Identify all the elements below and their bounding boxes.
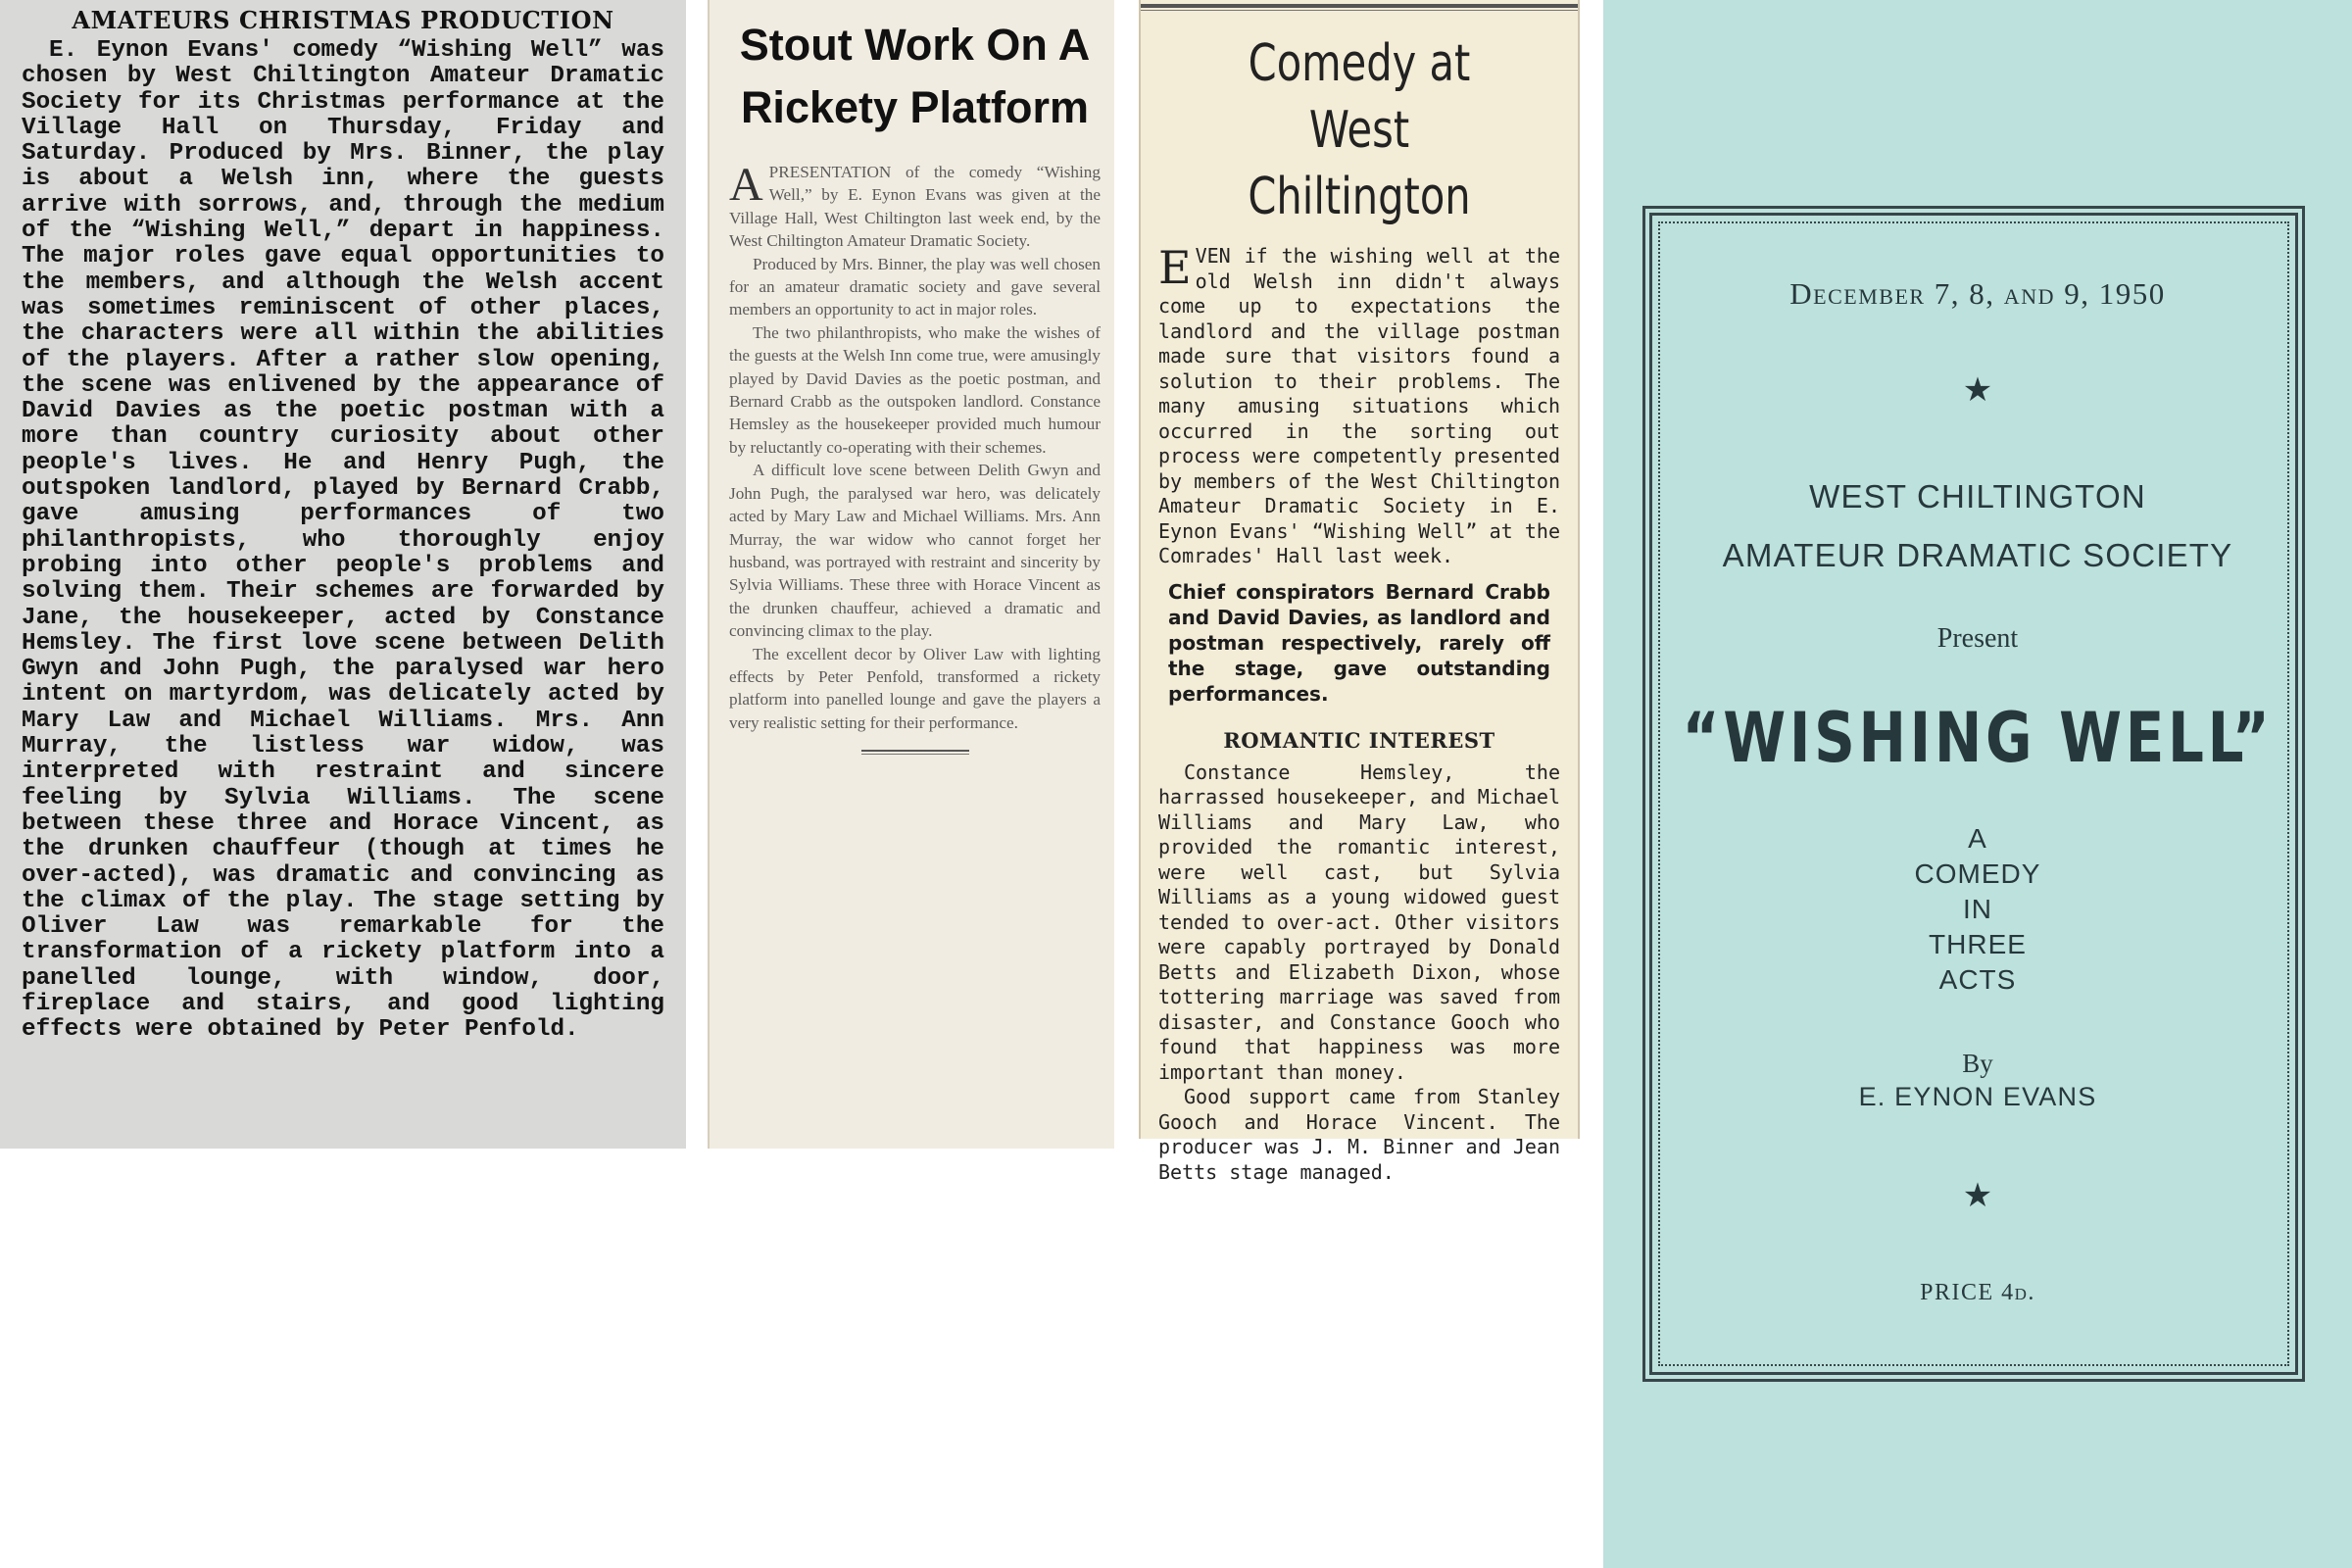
clipping-headline: AMATEURS CHRISTMAS PRODUCTION [72,6,614,34]
clipping-paragraph: APRESENTATION of the comedy “Wishing Well,” by E. Eynon Evans was given at the Village Hall, West Chiltington last week end, by the West Chiltington Amateur Dramatic Society. [729,159,1101,251]
newspaper-clipping-comedy-at-west-chiltington [1139,0,1580,1184]
play-title: “WISHING WELL” [1682,698,2274,778]
clipping-bold-paragraph: Chief conspirators Bernard Crabb and David Davies, as landlord and postman respectively, rarely off the stage, gave outstanding performances. [1168,579,1550,706]
star-icon: ★ [1962,370,1993,410]
programme-cover [1603,0,2352,1568]
clipping-paragraph: The two philanthropists, who make the wishes of the guests at the Welsh Inn come true, were amusingly played by David Davies as the poetic postman, and Bernard Crabb as the outspoken landlord. Constance Hemsley as the housekeeper provided much humour by reluctantly co-operating with their schemes. [729,322,1101,457]
clipping-headline: Stout Work On A Rickety Platform [739,20,1091,132]
drop-cap: A [729,159,763,211]
genre-stack [1603,821,2352,998]
clipping-paragraph: EVEN if the wishing well at the old Welsh inn didn't always come up to expectations the landlord and the village postman made sure that visitors found a solution to their problems. The many amusing situations which occurred in the sorting out process were competently presented by members of the West Chiltington Amateur Dramatic Society in E. Eynon Evans' “Wishing Well” at the Comrades' Hall last week. [1158,241,1560,567]
clipping-paragraph: Produced by Mrs. Binner, the play was well chosen for an amateur dramatic society and gave several members an opportunity to act in major roles. [729,254,1101,319]
clipping-headline: Comedy at West Chiltington [1248,34,1471,226]
clipping-paragraph: The excellent decor by Oliver Law with lighting effects by Peter Penfold, transformed a rickety platform into panelled lounge and gave the players a very realistic setting for their performance. [729,644,1101,732]
clipping-body [729,161,1101,734]
genre-word: IN [1963,894,1992,924]
price-label: PRICE 4d. [1920,1280,2035,1305]
clipping-subheading: ROMANTIC INTEREST [1223,727,1495,753]
newspaper-clipping-amateurs-christmas [0,0,686,1149]
by-label: By [1962,1049,1993,1078]
drop-cap: E [1158,241,1192,294]
clipping-paragraph: Good support came from Stanley Gooch and Horace Vincent. The producer was J. M. Binner and Jean Betts stage managed. [1158,1085,1560,1184]
end-rule [861,750,969,755]
clipping-paragraph: A difficult love scene between Delith Gwyn and John Pugh, the paralysed war hero, was delicately acted by Mary Law and Michael Williams. Mrs. Ann Murray, the war widow who cannot forget her husband, was portrayed with restraint and sincerity by Sylvia Williams. These three with Horace Vincent as the drunken chauffeur, achieved a dramatic and convincing climax to the play. [729,461,1101,641]
clipping-body [1158,760,1560,1186]
performance-dates: December 7, 8, and 9, 1950 [1789,276,2166,311]
genre-word: A [1968,823,1987,854]
top-rule [1141,4,1578,11]
author-name: E. EYNON EVANS [1858,1082,2097,1111]
present-label: Present [1936,623,2019,654]
genre-word: COMEDY [1914,858,2041,889]
genre-word: ACTS [1938,964,2017,995]
genre-word: THREE [1929,929,2027,959]
clipping-paragraph: Constance Hemsley, the harrassed housekeeper, and Michael Williams and Mary Law, who provided the romantic interest, were well cast, but Sylvia Williams as a young widowed guest tended to over-act. Other visitors were capably portrayed by Donald Betts and Elizabeth Dixon, whose tottering marriage was saved from disaster, and Constance Gooch who found that happiness was more important than money. [1158,760,1560,1084]
society-name-line-2: AMATEUR DRAMATIC SOCIETY [1722,537,2233,573]
clipping-body [1158,241,1560,569]
newspaper-clipping-stout-work [708,0,1114,1149]
star-icon: ★ [1962,1176,1993,1215]
clipping-body: E. Eynon Evans' comedy “Wishing Well” was chosen by West Chiltington Amateur Dramatic Society for its Christmas performance at the Village Hall on Thursday, Friday and Saturday. Produced by Mrs. Binner, the play is about a Welsh inn, where the guests arrive with sorrows, and, through the medium of the “Wishing Well,” depart in happiness. The major roles gave equal opportunities to the members, and although the Welsh accent was sometimes reminiscent of other places, the characters were all within the abilities of the players. After a rather slow opening, the scene was enlivened by the appearance of David Davies as the poetic postman with a more than country curiosity about other people's lives. He and Henry Pugh, the outspoken landlord, played by Bernard Crabb, gave amusing performances of two philanthropists, who thoroughly enjoy probing into other people's problems and solving them. Their schemes are forwarded by Jane, the housekeeper, acted by Constance Hemsley. The first love scene between Delith Gwyn and John Pugh, the paralysed war hero intent on martyrdom, was delicately acted by Mary Law and Michael Williams. Mrs. Ann Murray, the listless war widow, was interpreted with restraint and sincere feeling by Sylvia Williams. The scene between these three and Horace Vincent, as the drunken chauffeur (though at times he over-acted), was dramatic and convincing as the climax of the play. The stage setting by Oliver Law was remarkable for the transformation of a rickety platform into a panelled lounge, with window, door, fireplace and stairs, and good lighting effects were obtained by Peter Penfold. [22,37,664,1044]
society-name-line-1: WEST CHILTINGTON [1809,478,2146,514]
